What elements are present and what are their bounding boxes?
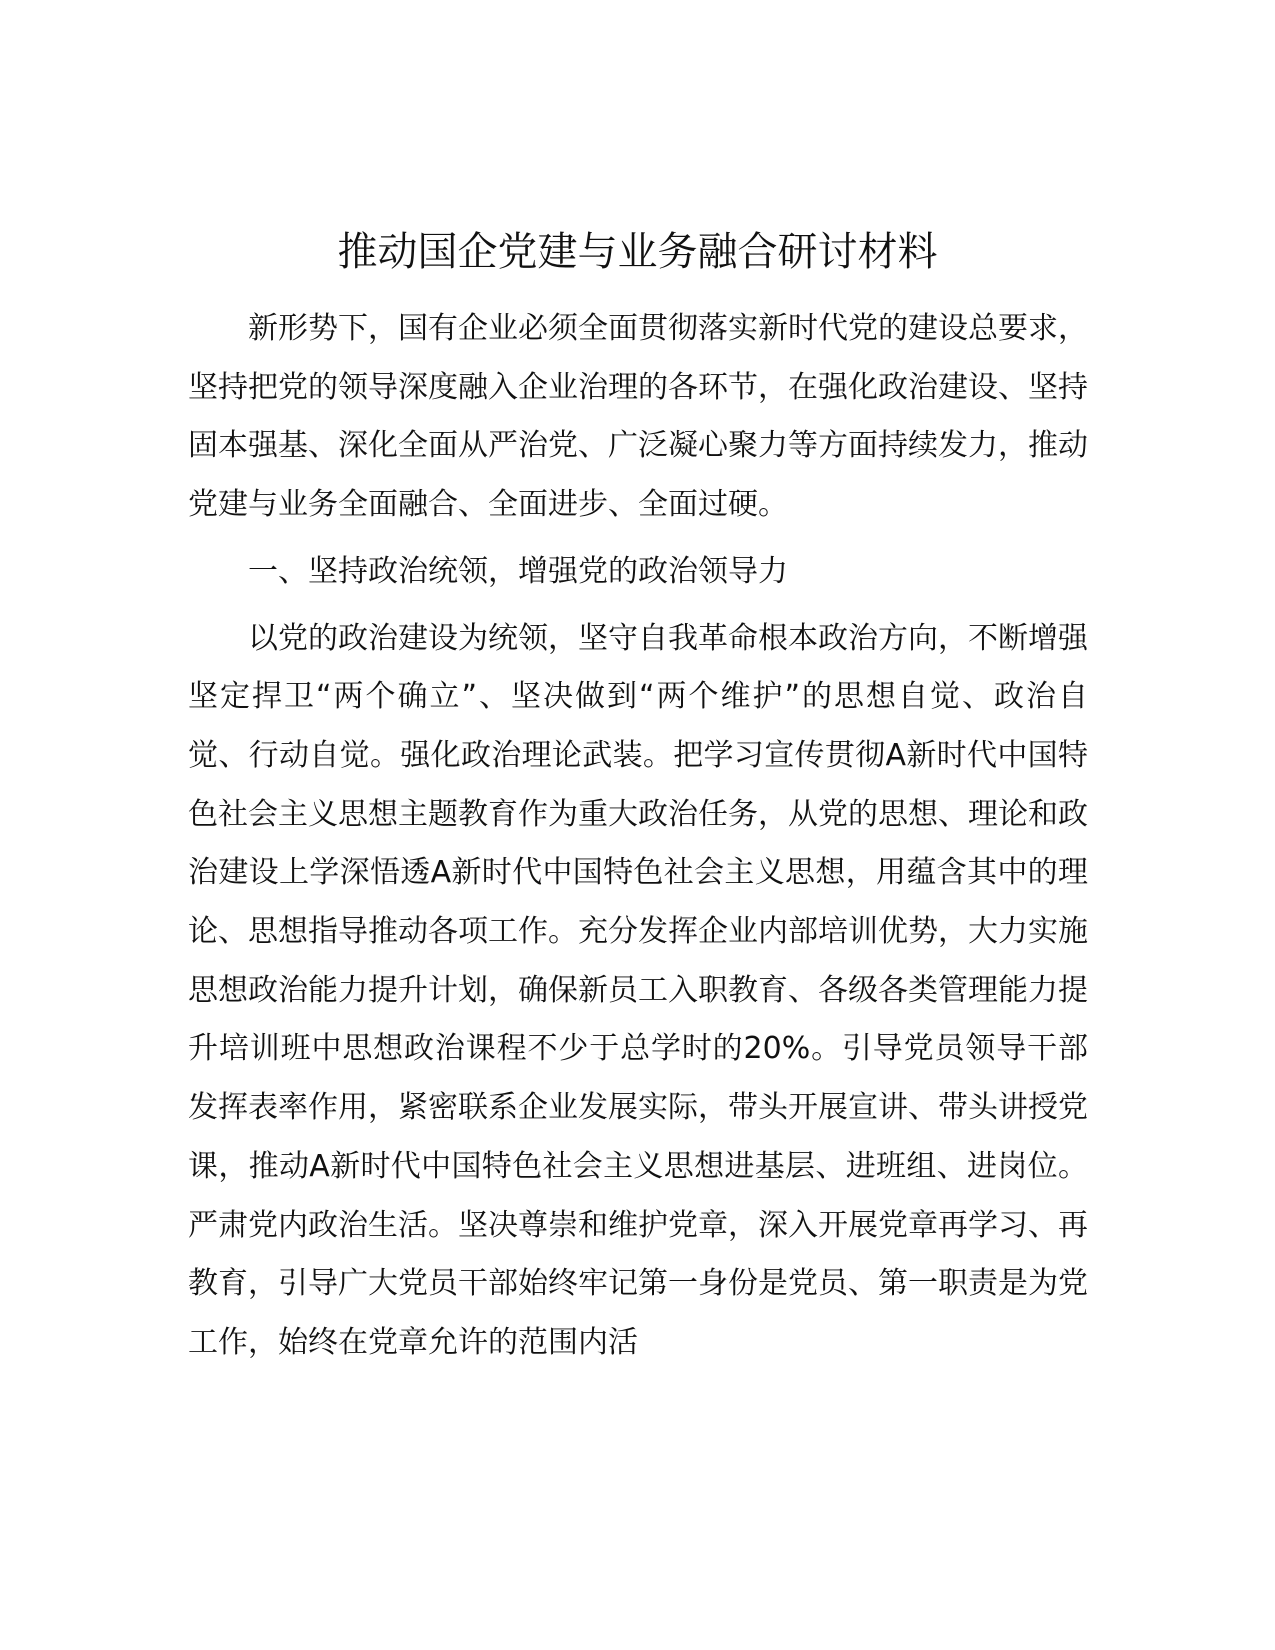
document-title: 推动国企党建与业务融合研讨材料 (337, 229, 938, 275)
intro-paragraph: 新形势下，国有企业必须全面贯彻落实新时代党的建设总要求，坚持把党的领导深度融入企业治理的各环节，在强化政治建设、坚持固本强基、深化全面从严治党、广泛凝心聚力等方面持续发力，推动党建与业务全面融合、全面进步、全面过硬。 (188, 311, 1088, 523)
document-body (188, 300, 1088, 1378)
section-heading: 一、坚持政治统领，增强党的政治领导力 (248, 553, 788, 589)
section-paragraph: 以党的政治建设为统领，坚守自我革命根本政治方向，不断增强坚定捍卫“两个确立”、坚决做到“两个维护”的思想自觉、政治自觉、行动自觉。强化政治理论武装。把学习宣传贯彻A新时代中国特色社会主义思想主题教育作为重大政治任务，从党的思想、理论和政治建设上学深悟透A新时代中国特色社会主义思想，用蕴含其中的理论、思想指导推动各项工作。充分发挥企业内部培训优势，大力实施思想政治能力提升计划，确保新员工入职教育、各级各类管理能力提升培训班中思想政治课程不少于总学时的20%。引导党员领导干部发挥表率作用，紧密联系企业发展实际，带头开展宣讲、带头讲授党课，推动A新时代中国特色社会主义思想进基层、进班组、进岗位。严肃党内政治生活。坚决尊崇和维护党章，深入开展党章再学习、再教育，引导广大党员干部始终牢记第一身份是党员、第一职责是为党工作，始终在党章允许的范围内活 (188, 620, 1088, 1360)
